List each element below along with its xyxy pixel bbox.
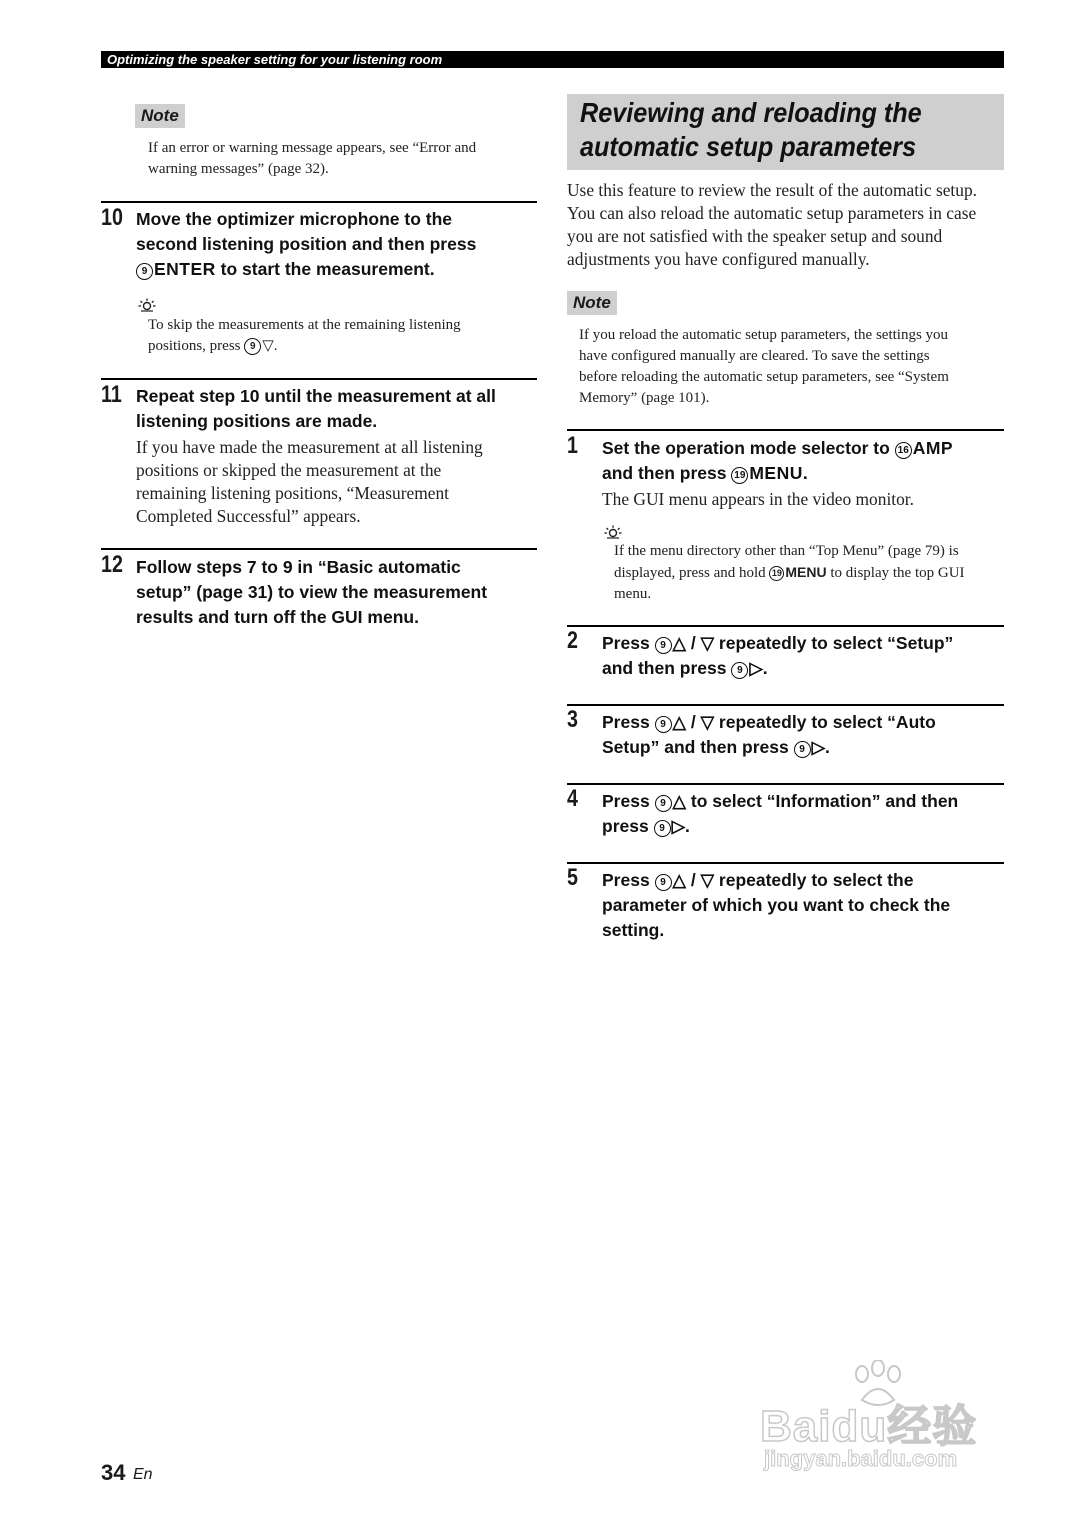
remote-key-19-icon: 19 <box>769 566 784 581</box>
step-title-text: △ / ▽ repeatedly to select “Setup” <box>672 633 954 653</box>
step-10-title <box>136 207 536 282</box>
step-11-body <box>136 436 536 528</box>
section-heading-box <box>567 94 1004 170</box>
step-title-line: results and turn off the GUI menu. <box>136 607 419 627</box>
step-title-text: △ / ▽ repeatedly to select the <box>672 870 914 890</box>
step-title-line: setup” (page 31) to view the measurement <box>136 582 488 602</box>
tip-text <box>614 541 1009 605</box>
remote-key-9-icon: 9 <box>794 741 811 758</box>
right-arrow-icon: ▷. <box>671 816 690 836</box>
remote-key-9-icon: 9 <box>655 795 672 812</box>
step-title-text: Press <box>602 870 655 890</box>
remote-key-9-icon: 9 <box>244 338 261 355</box>
step-divider <box>567 783 1004 785</box>
body-line: you are not satisfied with the speaker setup and sound <box>567 226 943 246</box>
note-line: before reloading the automatic setup parameters, see “System <box>579 369 949 385</box>
body-line: adjustments you have configured manually. <box>567 249 870 269</box>
step-title-line <box>602 436 1004 461</box>
step-title-text: △ to select “Information” and then <box>672 791 959 811</box>
body-line: remaining listening positions, “Measurement <box>136 483 449 503</box>
remote-key-9-icon: 9 <box>655 637 672 654</box>
page-number: 34 <box>101 1460 126 1485</box>
step-title-line <box>602 461 1004 486</box>
step-title-text: . <box>802 463 808 483</box>
step-title-line <box>136 257 536 282</box>
step-number-3: 3 <box>567 706 578 733</box>
step-divider <box>101 378 537 380</box>
step-title-line <box>602 656 1004 681</box>
body-line: If you have made the measurement at all listening <box>136 437 483 457</box>
tip-lightbulb-icon <box>138 298 156 312</box>
step-divider <box>101 548 537 550</box>
step-divider <box>567 625 1004 627</box>
tip-text-span: positions, press <box>148 338 245 354</box>
tip-line <box>614 562 1009 584</box>
body-line: positions or skipped the measurement at the <box>136 460 442 480</box>
intro-paragraph <box>567 179 1007 271</box>
baidu-watermark <box>760 1360 1010 1480</box>
step-title-line <box>602 868 1004 893</box>
step-title-text: Press <box>602 712 655 732</box>
remote-key-9-icon: 9 <box>654 820 671 837</box>
step-divider <box>567 429 1004 431</box>
down-arrow-icon: ▽. <box>262 338 278 354</box>
tip-line: To skip the measurements at the remaining listening <box>148 317 461 333</box>
remote-key-9-icon: 9 <box>731 662 748 679</box>
body-line: Use this feature to review the result of the automatic setup. <box>567 180 977 200</box>
note-label: Note <box>567 291 617 315</box>
remote-key-9-icon: 9 <box>655 874 672 891</box>
menu-key-label: MENU <box>785 564 827 580</box>
note-line: Memory” (page 101). <box>579 390 710 406</box>
step-3-title <box>602 710 1004 760</box>
step-title-text: Press <box>602 633 655 653</box>
step-12-title <box>136 555 536 630</box>
section-heading <box>580 96 958 164</box>
step-title-text: and then press <box>602 463 732 483</box>
note-line: have configured manually are cleared. To save the settings <box>579 348 930 364</box>
step-title-line: Move the optimizer microphone to the <box>136 209 452 229</box>
step-number-4: 4 <box>567 785 578 812</box>
note-text <box>148 138 538 180</box>
step-title-line: second listening position and then press <box>136 234 477 254</box>
step-5-title <box>602 868 1004 943</box>
amp-key-label: AMP <box>912 438 954 458</box>
page-language: En <box>133 1466 153 1483</box>
enter-key-label: ENTER <box>154 259 216 279</box>
heading-line: automatic setup parameters <box>580 131 917 162</box>
step-divider <box>567 704 1004 706</box>
step-1-body: The GUI menu appears in the video monitor. <box>602 489 914 509</box>
step-4-title <box>602 789 1004 839</box>
watermark-url: jingyan.baidu.com <box>764 1446 958 1471</box>
step-11-title <box>136 384 536 434</box>
step-2-title <box>602 631 1004 681</box>
watermark-brand: Baidu经验 <box>760 1402 978 1451</box>
step-title-line: Repeat step 10 until the measurement at all <box>136 386 496 406</box>
heading-line: Reviewing and reloading the <box>580 97 922 128</box>
menu-key-label: MENU <box>749 463 803 483</box>
section-header-bar: Optimizing the speaker setting for your listening room <box>101 51 1004 68</box>
step-number-5: 5 <box>567 864 578 891</box>
note-line: If an error or warning message appears, see “Error and <box>148 140 477 156</box>
step-title-line <box>602 631 1004 656</box>
right-arrow-icon: ▷. <box>811 737 830 757</box>
note-line: If you reload the automatic setup parameters, the settings you <box>579 327 949 343</box>
body-line: Completed Successful” appears. <box>136 506 361 526</box>
step-number-1: 1 <box>567 432 578 459</box>
step-title-line <box>602 735 1004 760</box>
tip-lightbulb-icon <box>604 525 622 539</box>
step-title-text: to start the measurement. <box>215 259 435 279</box>
note-text <box>579 325 1004 409</box>
tip-line: If the menu directory other than “Top Menu” (page 79) is <box>614 543 959 559</box>
tip-line <box>148 336 538 357</box>
remote-key-9-icon: 9 <box>655 716 672 733</box>
step-number-11: 11 <box>101 381 122 408</box>
step-title-line: listening positions are made. <box>136 411 378 431</box>
step-divider <box>567 862 1004 864</box>
remote-key-9-icon: 9 <box>136 263 153 280</box>
step-title-line: Follow steps 7 to 9 in “Basic automatic <box>136 557 461 577</box>
tip-line: menu. <box>614 586 652 602</box>
tip-text-span: displayed, press and hold <box>614 565 770 581</box>
body-line: You can also reload the automatic setup parameters in case <box>567 203 977 223</box>
step-number-12: 12 <box>101 551 123 578</box>
step-title-text: Setup” and then press <box>602 737 794 757</box>
step-number-2: 2 <box>567 627 578 654</box>
tip-text <box>148 315 538 357</box>
step-title-line <box>602 710 1004 735</box>
step-title-text: and then press <box>602 658 732 678</box>
remote-key-19-icon: 19 <box>731 467 748 484</box>
remote-key-16-icon: 16 <box>895 442 912 459</box>
step-divider <box>101 201 537 203</box>
step-title-line: setting. <box>602 920 665 940</box>
step-title-text: Press <box>602 791 655 811</box>
step-title-line <box>602 789 1004 814</box>
note-label: Note <box>135 104 185 128</box>
note-line: warning messages” (page 32). <box>148 161 329 177</box>
step-title-text: Set the operation mode selector to <box>602 438 895 458</box>
step-title-text: △ / ▽ repeatedly to select “Auto <box>672 712 936 732</box>
tip-text-span: to display the top GUI <box>826 565 965 581</box>
step-title-line <box>602 814 1004 839</box>
step-title-line: parameter of which you want to check the <box>602 895 951 915</box>
right-arrow-icon: ▷. <box>749 658 768 678</box>
step-title-text: press <box>602 816 654 836</box>
step-number-10: 10 <box>101 204 123 231</box>
step-1-title <box>602 436 1004 486</box>
